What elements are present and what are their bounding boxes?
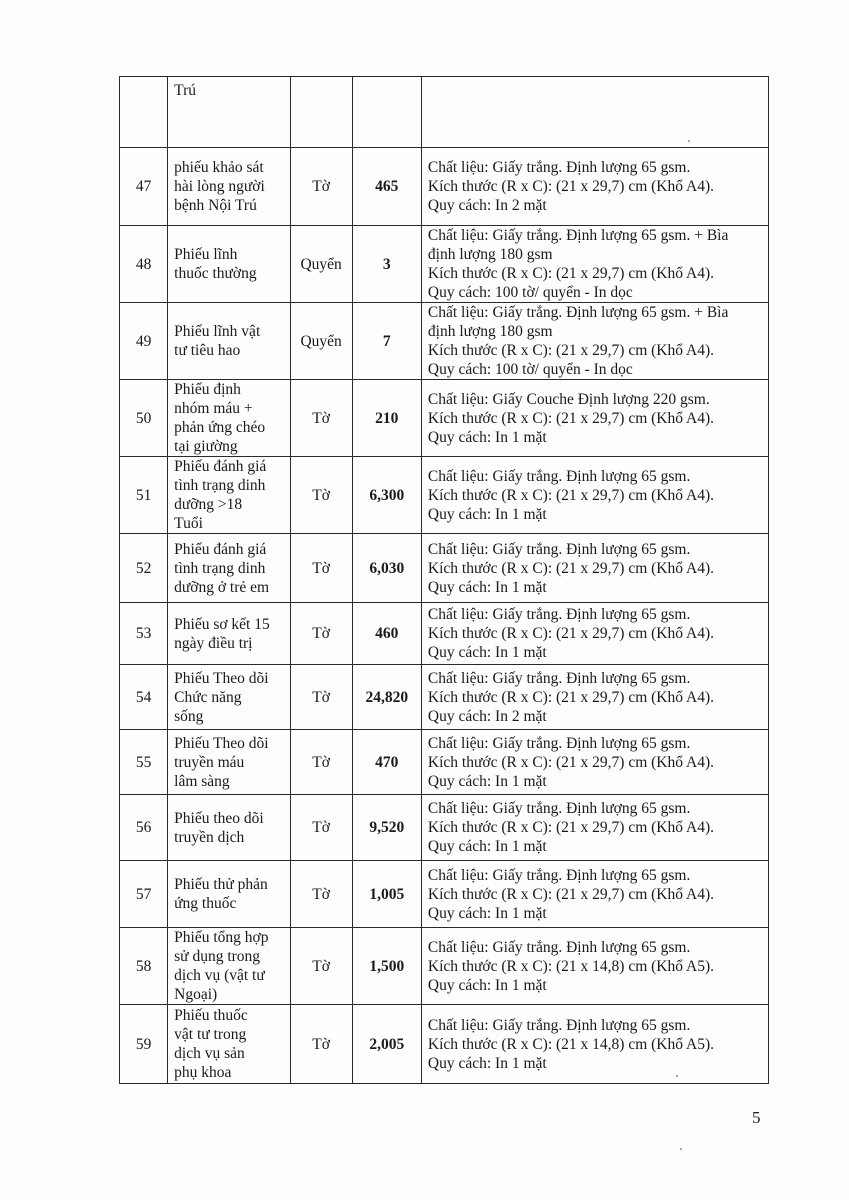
specification-line: Kích thước (R x C): (21 x 29,7) cm (Khổ A4).	[427, 625, 714, 642]
table-row	[120, 380, 769, 457]
table-row	[120, 226, 769, 303]
row-number-cell	[120, 77, 168, 148]
item-name-line: Phiếu Theo dõi	[174, 734, 269, 752]
unit-cell: Tờ	[290, 148, 352, 226]
item-name-cell	[168, 730, 290, 795]
item-name-line: Phiếu lĩnh vật	[174, 323, 261, 340]
specification-line: Kích thước (R x C): (21 x 29,7) cm (Khổ A4).	[427, 342, 714, 359]
item-name-line: phiếu khảo sát	[174, 159, 264, 176]
row-number-cell: 50	[120, 380, 168, 457]
item-name-line: Phiếu đánh giá	[174, 458, 267, 475]
specification-line: Chất liệu: Giấy trắng. Định lượng 65 gsm. + Bìa	[427, 304, 729, 321]
specification-cell	[421, 861, 768, 928]
unit-cell: Tờ	[290, 795, 352, 861]
row-number-cell: 48	[120, 226, 168, 303]
item-name-line: thuốc thường	[174, 265, 257, 282]
quantity-cell: 6,030	[352, 534, 421, 603]
item-name-line: bệnh Nội Trú	[174, 197, 257, 214]
specification-line: Kích thước (R x C): (21 x 29,7) cm (Khổ A4).	[427, 885, 714, 903]
item-name-line: Phiếu lĩnh	[174, 246, 238, 263]
unit-cell: Tờ	[290, 665, 352, 730]
table-row	[120, 730, 769, 795]
specification-cell	[421, 730, 768, 795]
unit-cell: Tờ	[290, 861, 352, 928]
item-name-line: hài lòng người	[174, 178, 265, 195]
unit-cell: Tờ	[290, 603, 352, 665]
unit-cell: Tờ	[290, 534, 352, 603]
specification-line: Kích thước (R x C): (21 x 29,7) cm (Khổ A4).	[427, 178, 714, 195]
table-row	[120, 665, 769, 730]
row-number-cell: 53	[120, 603, 168, 665]
item-name-line: Phiếu sơ kết 15	[174, 615, 270, 633]
item-name-cell	[168, 148, 290, 226]
item-name-cell	[168, 795, 290, 861]
item-name-cell	[168, 665, 290, 730]
specification-line: Chất liệu: Giấy trắng. Định lượng 65 gsm.	[427, 800, 691, 817]
quantity-cell: 210	[352, 380, 421, 457]
specification-line: Quy cách: In 1 mặt	[427, 644, 547, 661]
unit-cell: Quyển	[290, 226, 352, 303]
item-name-line: ngày điều trị	[174, 634, 253, 652]
unit-cell: Tờ	[290, 928, 352, 1005]
specification-cell	[421, 603, 768, 665]
item-name-line: tình trạng dinh	[174, 559, 266, 577]
item-name-line: Phiếu Theo dõi	[174, 669, 269, 687]
quantity-cell: 2,005	[352, 1005, 421, 1084]
row-number-cell: 52	[120, 534, 168, 603]
item-name-line: Ngoại)	[174, 986, 218, 1003]
item-name-cell	[168, 861, 290, 928]
table-row	[120, 1005, 769, 1084]
table-row	[120, 928, 769, 1005]
page-number: 5	[752, 1108, 761, 1127]
table-row	[120, 77, 769, 148]
unit-cell: Tờ	[290, 730, 352, 795]
item-name-cell	[168, 380, 290, 457]
quantity-cell: 1,005	[352, 861, 421, 928]
item-name-line: Phiếu tổng hợp	[174, 929, 269, 946]
item-name-line: Phiếu theo dõi	[174, 809, 264, 827]
quantity-cell: 24,820	[352, 665, 421, 730]
item-name-cell	[168, 534, 290, 603]
unit-cell: Tờ	[290, 457, 352, 534]
quantity-cell: 470	[352, 730, 421, 795]
item-name-line: tư tiêu hao	[174, 342, 241, 359]
item-name-cell	[168, 603, 290, 665]
table-row	[120, 303, 769, 380]
item-name-line: nhóm máu +	[174, 400, 253, 417]
item-name-line: dịch vụ sản	[174, 1045, 245, 1062]
item-name-cell	[168, 928, 290, 1005]
row-number-cell: 56	[120, 795, 168, 861]
specification-line: Chất liệu: Giấy trắng. Định lượng 65 gsm.	[427, 734, 691, 752]
specification-cell	[421, 928, 768, 1005]
table-row	[120, 603, 769, 665]
table-row	[120, 148, 769, 226]
specification-line: Chất liệu: Giấy Couche Định lượng 220 gsm.	[427, 390, 710, 408]
specification-line: Quy cách: In 1 mặt	[427, 976, 547, 994]
row-number-cell: 54	[120, 665, 168, 730]
specification-cell	[421, 795, 768, 861]
scan-speck	[688, 140, 690, 142]
specification-line: Kích thước (R x C): (21 x 29,7) cm (Khổ A4).	[427, 688, 714, 706]
table-row	[120, 795, 769, 861]
item-name-cell	[168, 77, 290, 148]
specification-line: Chất liệu: Giấy trắng. Định lượng 65 gsm.	[427, 159, 691, 176]
row-number-cell: 47	[120, 148, 168, 226]
specification-line: Chất liệu: Giấy trắng. Định lượng 65 gsm.	[427, 669, 691, 687]
quantity-cell: 1,500	[352, 928, 421, 1005]
table-row	[120, 861, 769, 928]
specification-cell	[421, 148, 768, 226]
specification-cell	[421, 534, 768, 603]
specification-line: Chất liệu: Giấy trắng. Định lượng 65 gsm.	[427, 1016, 691, 1034]
item-name-cell	[168, 1005, 290, 1084]
row-number-cell: 59	[120, 1005, 168, 1084]
item-name-line: tình trạng dinh	[174, 477, 266, 494]
item-name-cell	[168, 303, 290, 380]
item-name-line: Chức năng	[174, 688, 242, 706]
specification-line: Quy cách: In 1 mặt	[427, 904, 547, 922]
specification-line: Quy cách: In 1 mặt	[427, 428, 547, 446]
table-row	[120, 534, 769, 603]
specification-line: Kích thước (R x C): (21 x 29,7) cm (Khổ A4).	[427, 265, 714, 282]
item-name-line: phụ khoa	[174, 1064, 232, 1081]
quantity-cell: 3	[352, 226, 421, 303]
specification-cell	[421, 226, 768, 303]
item-name-line: Phiếu định	[174, 381, 241, 398]
item-name-line: sử dụng trong	[174, 948, 261, 965]
item-name-line: phản ứng chéo	[174, 419, 266, 436]
item-name-line: dưỡng >18	[174, 496, 243, 513]
item-name-line: lâm sàng	[174, 772, 230, 790]
specification-line: Quy cách: 100 tờ/ quyển - In dọc	[427, 284, 633, 301]
specification-line: Kích thước (R x C): (21 x 29,7) cm (Khổ A4).	[427, 819, 714, 836]
quantity-cell: 9,520	[352, 795, 421, 861]
specification-line: Kích thước (R x C): (21 x 29,7) cm (Khổ A4).	[427, 753, 714, 771]
specification-line: Chất liệu: Giấy trắng. Định lượng 65 gsm. + Bìa	[427, 227, 729, 244]
specification-line: Kích thước (R x C): (21 x 29,7) cm (Khổ A4).	[427, 409, 714, 427]
specification-line: Quy cách: In 1 mặt	[427, 505, 547, 523]
item-name-line: Tuổi	[174, 515, 203, 532]
specification-line: Kích thước (R x C): (21 x 29,7) cm (Khổ A4).	[427, 559, 714, 577]
specification-cell	[421, 457, 768, 534]
item-name-line: truyền máu	[174, 753, 245, 771]
item-name-line: tại giường	[174, 438, 238, 455]
unit-cell	[290, 77, 352, 148]
item-name-line: Trú	[174, 82, 196, 99]
item-name-cell	[168, 226, 290, 303]
item-name-line: truyền dịch	[174, 828, 245, 846]
scan-speck	[676, 1075, 678, 1077]
item-name-cell	[168, 457, 290, 534]
specification-cell	[421, 665, 768, 730]
specification-line: Quy cách: In 1 mặt	[427, 838, 547, 855]
item-name-line: Phiếu thử phản	[174, 876, 268, 893]
specification-table	[119, 76, 769, 1084]
item-name-line: Phiếu đánh giá	[174, 540, 267, 558]
unit-cell: Tờ	[290, 380, 352, 457]
specification-line: Quy cách: In 1 mặt	[427, 772, 547, 790]
item-name-line: dịch vụ (vật tư	[174, 967, 265, 984]
specification-cell	[421, 1005, 768, 1084]
table-body	[120, 77, 769, 1084]
row-number-cell: 55	[120, 730, 168, 795]
unit-cell: Tờ	[290, 1005, 352, 1084]
specification-line: Chất liệu: Giấy trắng. Định lượng 65 gsm.	[427, 467, 691, 485]
specification-cell	[421, 303, 768, 380]
specification-line: Chất liệu: Giấy trắng. Định lượng 65 gsm.	[427, 938, 691, 956]
row-number-cell: 57	[120, 861, 168, 928]
table-row	[120, 457, 769, 534]
quantity-cell: 460	[352, 603, 421, 665]
specification-line: Quy cách: In 2 mặt	[427, 707, 547, 725]
quantity-cell: 465	[352, 148, 421, 226]
quantity-cell: 7	[352, 303, 421, 380]
specification-line: Quy cách: In 2 mặt	[427, 197, 547, 214]
specification-line: Quy cách: In 1 mặt	[427, 578, 547, 596]
item-name-line: dưỡng ở trẻ em	[174, 578, 270, 596]
specification-line: định lượng 180 gsm	[427, 323, 553, 340]
specification-line: Chất liệu: Giấy trắng. Định lượng 65 gsm.	[427, 606, 691, 623]
item-name-line: Phiếu thuốc	[174, 1007, 248, 1024]
specification-cell	[421, 77, 768, 148]
unit-cell: Quyển	[290, 303, 352, 380]
specification-line: Kích thước (R x C): (21 x 14,8) cm (Khổ A5).	[427, 1035, 714, 1053]
scan-speck	[680, 1148, 682, 1150]
specification-line: định lượng 180 gsm	[427, 246, 553, 263]
specification-line: Chất liệu: Giấy trắng. Định lượng 65 gsm.	[427, 540, 691, 558]
quantity-cell: 6,300	[352, 457, 421, 534]
specification-cell	[421, 380, 768, 457]
specification-line: Quy cách: In 1 mặt	[427, 1054, 547, 1072]
item-name-line: vật tư trong	[174, 1026, 247, 1043]
specification-line: Kích thước (R x C): (21 x 29,7) cm (Khổ A4).	[427, 486, 714, 504]
specification-line: Quy cách: 100 tờ/ quyển - In dọc	[427, 361, 633, 378]
specification-line: Kích thước (R x C): (21 x 14,8) cm (Khổ A5).	[427, 957, 714, 975]
row-number-cell: 49	[120, 303, 168, 380]
item-name-line: sống	[174, 707, 204, 725]
quantity-cell	[352, 77, 421, 148]
specification-line: Chất liệu: Giấy trắng. Định lượng 65 gsm.	[427, 866, 691, 884]
item-name-line: ứng thuốc	[174, 895, 237, 912]
row-number-cell: 51	[120, 457, 168, 534]
row-number-cell: 58	[120, 928, 168, 1005]
